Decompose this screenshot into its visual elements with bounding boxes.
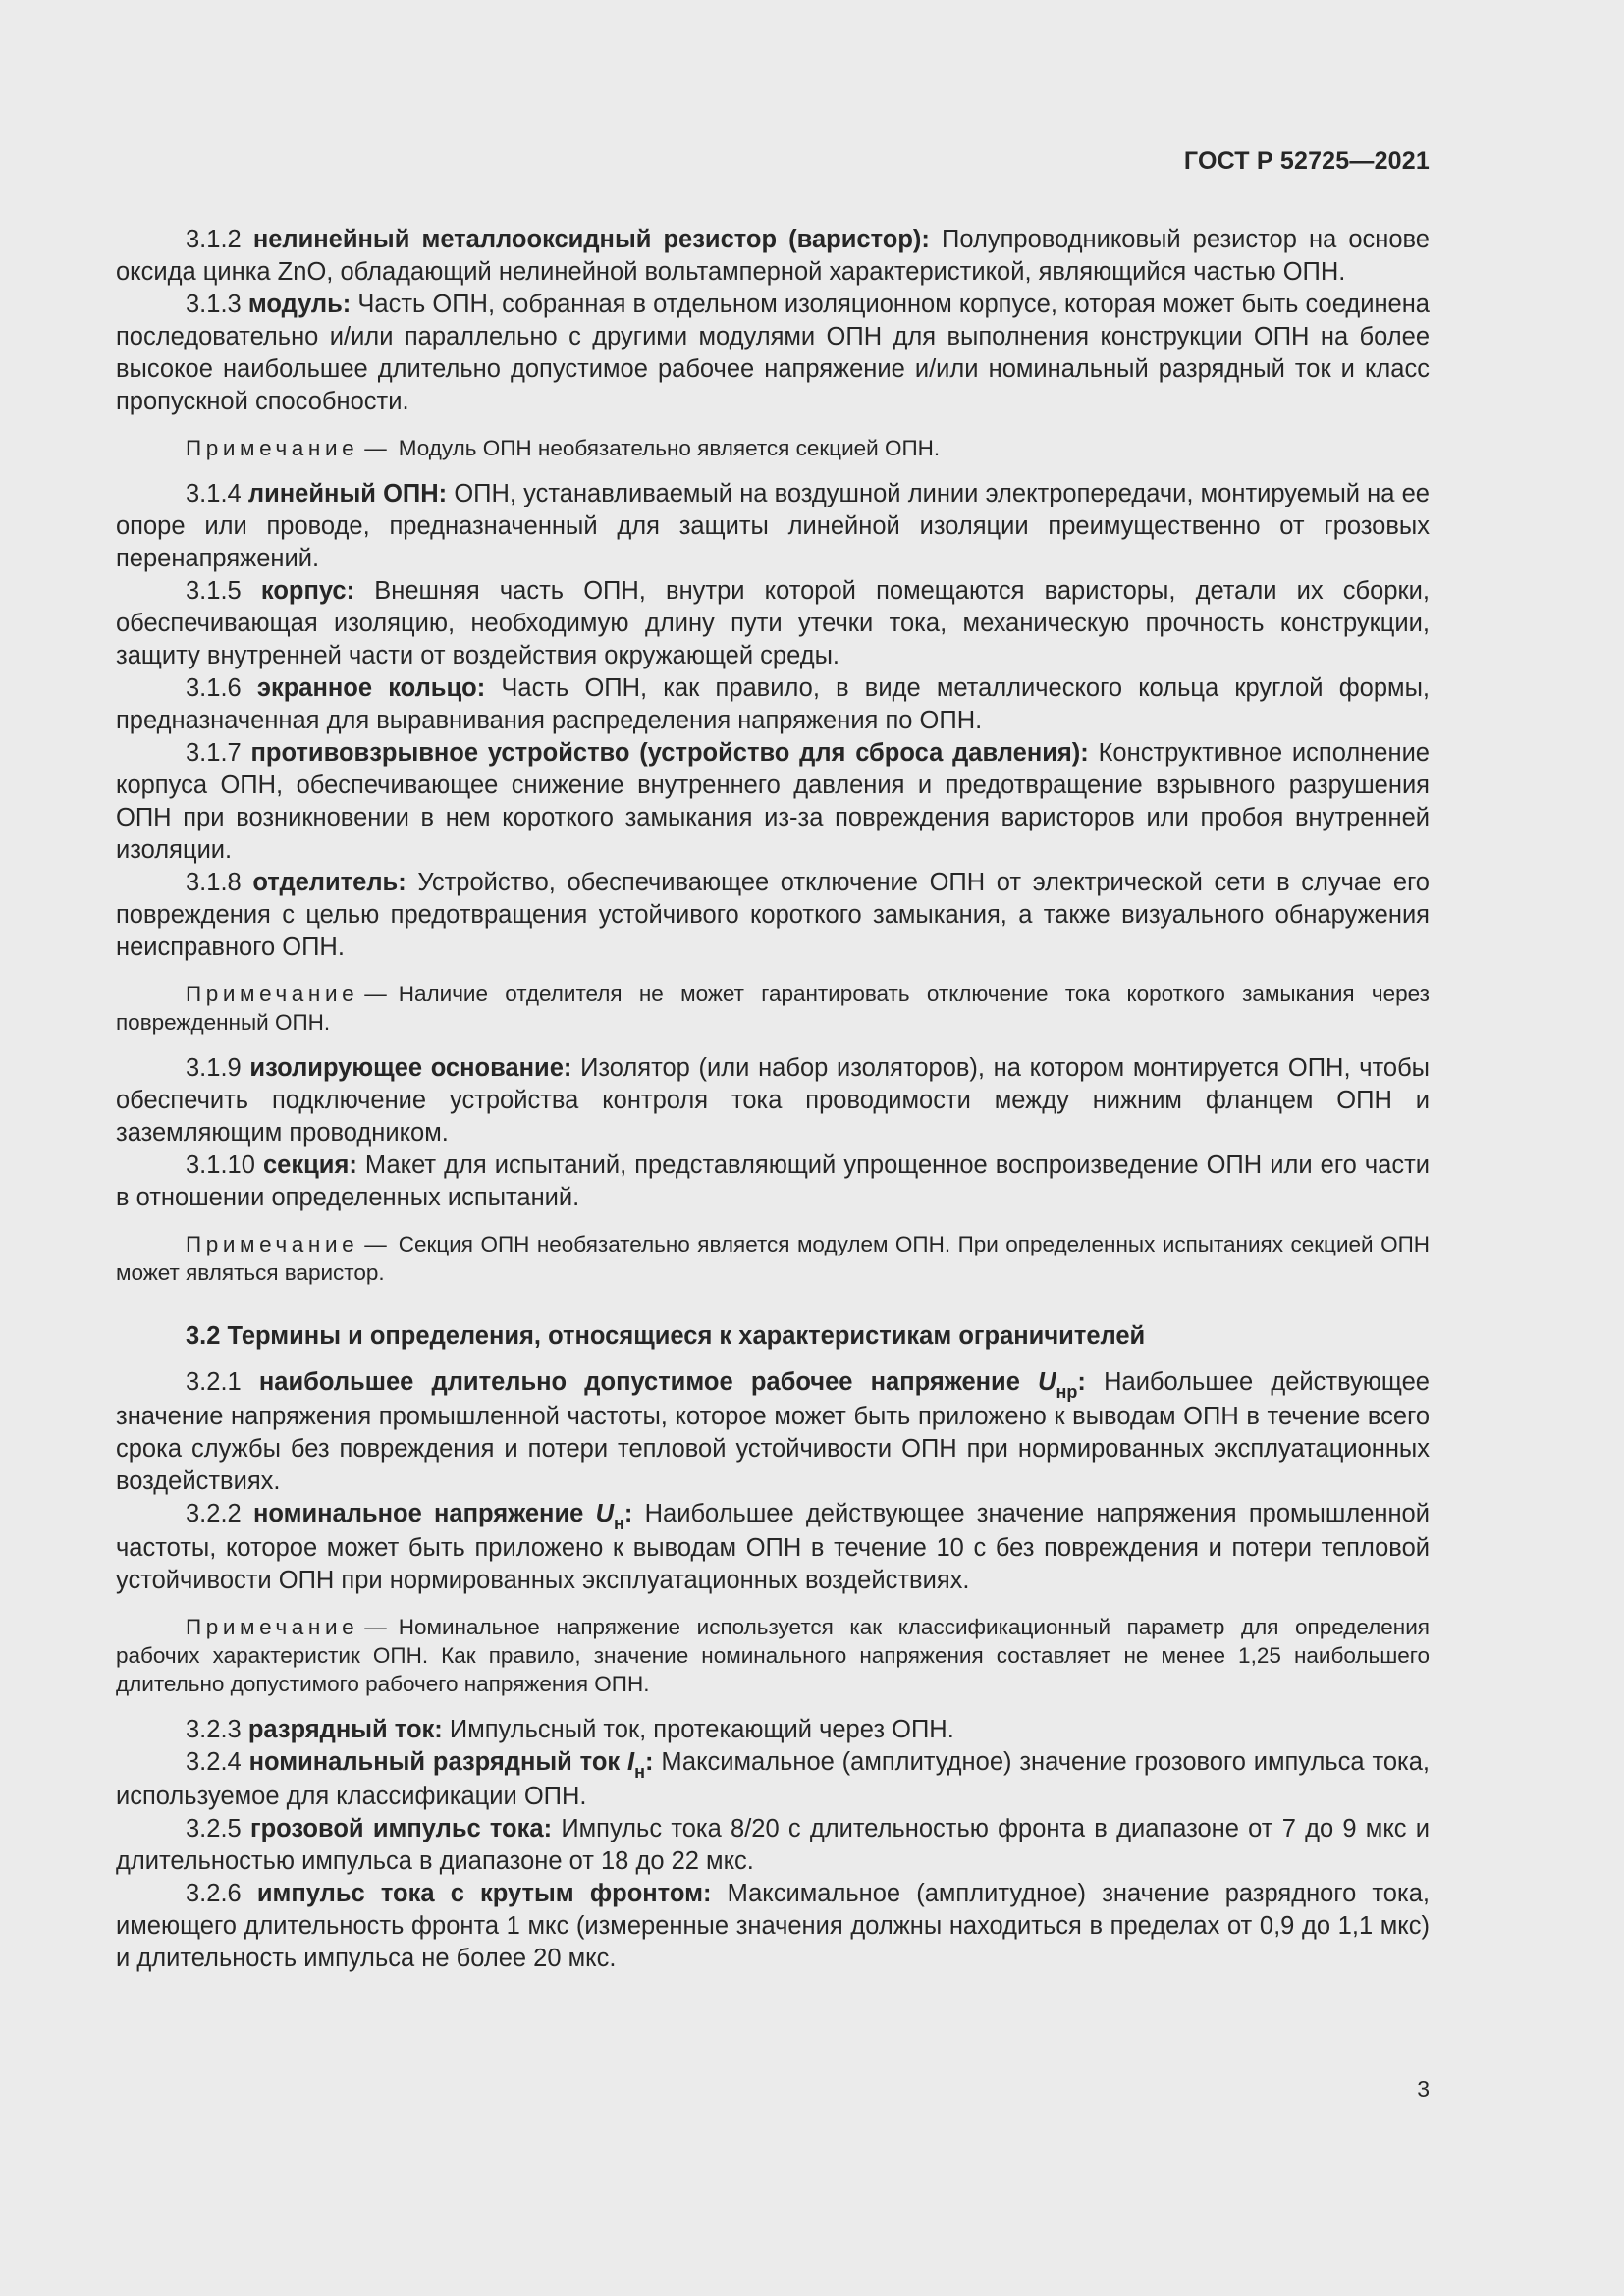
definition-3-2-2 xyxy=(116,1498,1430,1597)
symbol-letter: U xyxy=(595,1500,614,1527)
symbol-letter: U xyxy=(1038,1368,1056,1396)
term-colon: : xyxy=(623,1500,633,1527)
definition-3-1-4 xyxy=(116,478,1430,575)
term: изолирующее основание: xyxy=(249,1054,572,1082)
definition-text: Устройство, обеспечивающее отключение ОПН от электрической сети в случае его повреждения с целью предотвращения устойчивого короткого замыкания, а также визуального обнаружения неисправного ОПН. xyxy=(116,869,1430,961)
definition-3-2-1 xyxy=(116,1366,1430,1498)
symbol-letter: I xyxy=(627,1748,635,1776)
term: противовзрывное устройство (устройство для сброса давления): xyxy=(250,739,1089,767)
document-body xyxy=(116,224,1430,1975)
note-label: Примечание xyxy=(186,982,359,1006)
term: разрядный ток: xyxy=(247,1716,443,1743)
term: секция: xyxy=(262,1151,357,1179)
definition-3-2-3 xyxy=(116,1714,1430,1746)
clause-number: 3.1.6 xyxy=(186,674,242,702)
definition-3-1-9 xyxy=(116,1052,1430,1149)
definition-text: ОПН, устанавливаемый на воздушной линии электропередачи, монтируемый на ее опоре или проводе, предназначенный для защиты линейной изоляции преимущественно от грозовых перенапряжений. xyxy=(116,480,1430,572)
term: отделитель: xyxy=(252,869,406,896)
note-dash: — xyxy=(364,1232,387,1256)
definition-text: Макет для испытаний, представляющий упрощенное воспроизведение ОПН или его части в отношении определенных испытаний. xyxy=(116,1151,1430,1211)
note-text: Номинальное напряжение используется как классификационный параметр для определения рабочих характеристик ОПН. Как правило, значение номинального напряжения составляет не менее 1,25 наибольшего длительно допустимого рабочего напряжения ОПН. xyxy=(116,1615,1430,1696)
clause-number: 3.1.7 xyxy=(186,739,242,767)
definition-3-2-6 xyxy=(116,1878,1430,1975)
definition-text: Наибольшее действующее значение напряжения промышленной частоты, которое может быть приложено к выводам ОПН в течение всего срока службы без повреждения и потери тепловой устойчивости ОПН при нормированных эксплуатационных воздействиях. xyxy=(116,1368,1430,1495)
note-dash: — xyxy=(364,1615,387,1639)
definition-text: Наибольшее действующее значение напряжения промышленной частоты, которое может быть приложено к выводам ОПН в течение 10 с без повреждения и потери тепловой устойчивости ОПН при нормированных эксплуатационных воздействиях. xyxy=(116,1500,1430,1594)
term: наибольшее длительно допустимое рабочее напряжение xyxy=(258,1368,1020,1396)
clause-number: 3.2.6 xyxy=(186,1880,242,1907)
definition-3-2-5 xyxy=(116,1813,1430,1878)
definition-text: Часть ОПН, собранная в отдельном изоляционном корпусе, которая может быть соединена последовательно и/или параллельно с другими модулями ОПН для выполнения конструкции ОПН на более высокое наибольшее длительно допустимое рабочее напряжение и/или номинальный разрядный ток и класс пропускной способности. xyxy=(116,291,1430,415)
note-text: Секция ОПН необязательно является модулем ОПН. При определенных испытаниях секцией ОПН может являться варистор. xyxy=(116,1232,1430,1285)
term-colon: : xyxy=(645,1748,654,1776)
section-heading-3-2: 3.2 Термины и определения, относящиеся к характеристикам ограничителей xyxy=(186,1322,1146,1350)
note-label: Примечание xyxy=(186,436,359,460)
note-label: Примечание xyxy=(186,1232,359,1256)
clause-number: 3.2.2 xyxy=(186,1500,242,1527)
definition-text: Импульсный ток, протекающий через ОПН. xyxy=(449,1716,954,1743)
note-4 xyxy=(116,1613,1430,1698)
definition-text: Полупроводниковый резистор на основе оксида цинка ZnO, обладающий нелинейной вольтамперной характеристикой, являющийся частью ОПН. xyxy=(116,226,1430,286)
clause-number: 3.1.10 xyxy=(186,1151,255,1179)
definition-3-1-8 xyxy=(116,867,1430,964)
definition-text: Конструктивное исполнение корпуса ОПН, обеспечивающее снижение внутреннего давления и предотвращение взрывного разрушения ОПН при возникновении в нем короткого замыкания из-за повреждения варисторов или пробоя внутренней изоляции. xyxy=(116,739,1430,864)
term: корпус: xyxy=(260,577,355,605)
definition-text: Внешняя часть ОПН, внутри которой помещаются варисторы, детали их сборки, обеспечивающая изоляцию, необходимую длину пути утечки тока, механическую прочность конструкции, защиту внутренней части от воздействия окружающей среды. xyxy=(116,577,1431,669)
note-text: Модуль ОПН необязательно является секцией ОПН. xyxy=(398,436,941,460)
clause-number: 3.2.4 xyxy=(186,1748,242,1776)
clause-number: 3.1.9 xyxy=(186,1054,242,1082)
term: экранное кольцо: xyxy=(256,674,486,702)
note-2 xyxy=(116,980,1430,1037)
note-text: Наличие отделителя не может гарантировать отключение тока короткого замыкания через поврежденный ОПН. xyxy=(116,982,1430,1035)
term: линейный ОПН: xyxy=(247,480,448,507)
note-dash: — xyxy=(364,982,387,1006)
clause-number: 3.1.8 xyxy=(186,869,242,896)
term: нелинейный металлооксидный резистор (варистор): xyxy=(252,226,930,253)
definition-3-2-4 xyxy=(116,1746,1430,1813)
note-3 xyxy=(116,1230,1430,1287)
clause-number: 3.1.5 xyxy=(186,577,242,605)
symbol-subscript: н xyxy=(613,1514,624,1533)
clause-number: 3.1.2 xyxy=(186,226,242,253)
term: грозовой импульс тока: xyxy=(249,1815,553,1842)
note-label: Примечание xyxy=(186,1615,359,1639)
definition-3-1-3 xyxy=(116,289,1430,418)
definition-3-1-6 xyxy=(116,672,1430,737)
term: модуль: xyxy=(247,291,352,318)
note-dash: — xyxy=(364,436,387,460)
definition-text: Максимальное (амплитудное) значение разрядного тока, имеющего длительность фронта 1 мкс (измеренные значения должны находиться в пределах от 0,9 до 1,1 мкс) и длительность импульса не более 20 мкс. xyxy=(116,1880,1430,1972)
clause-number: 3.1.3 xyxy=(186,291,242,318)
definition-3-1-7 xyxy=(116,737,1430,867)
definition-text: Часть ОПН, как правило, в виде металлического кольца круглой формы, предназначенная для выравнивания распределения напряжения по ОПН. xyxy=(116,674,1430,734)
symbol-subscript: нр xyxy=(1056,1382,1078,1402)
clause-number: 3.2.1 xyxy=(186,1368,242,1396)
symbol xyxy=(627,1748,645,1782)
symbol xyxy=(1038,1368,1078,1402)
note-1 xyxy=(116,434,1430,462)
term-colon: : xyxy=(1077,1368,1086,1396)
definition-3-1-2 xyxy=(116,224,1430,289)
symbol xyxy=(595,1500,624,1533)
clause-number: 3.2.5 xyxy=(186,1815,242,1842)
page-number: 3 xyxy=(1417,2076,1430,2102)
term: импульс тока с крутым фронтом: xyxy=(256,1880,712,1907)
definition-3-1-5 xyxy=(116,575,1430,672)
definition-3-1-10 xyxy=(116,1149,1430,1214)
definition-text: Импульс тока 8/20 с длительностью фронта в диапазоне от 7 до 9 мкс и длительностью импульса в диапазоне от 18 до 22 мкс. xyxy=(116,1815,1431,1875)
term: номинальный разрядный ток xyxy=(248,1748,621,1776)
symbol-subscript: н xyxy=(634,1762,645,1782)
clause-number: 3.2.3 xyxy=(186,1716,242,1743)
term: номинальное напряжение xyxy=(252,1500,584,1527)
definition-text: Максимальное (амплитудное) значение грозового импульса тока, используемое для классификации ОПН. xyxy=(116,1748,1431,1810)
clause-number: 3.1.4 xyxy=(186,480,242,507)
document-header: ГОСТ Р 52725—2021 xyxy=(1183,147,1430,175)
definition-text: Изолятор (или набор изоляторов), на котором монтируется ОПН, чтобы обеспечить подключение устройства контроля тока проводимости между нижним фланцем ОПН и заземляющим проводником. xyxy=(116,1054,1430,1147)
